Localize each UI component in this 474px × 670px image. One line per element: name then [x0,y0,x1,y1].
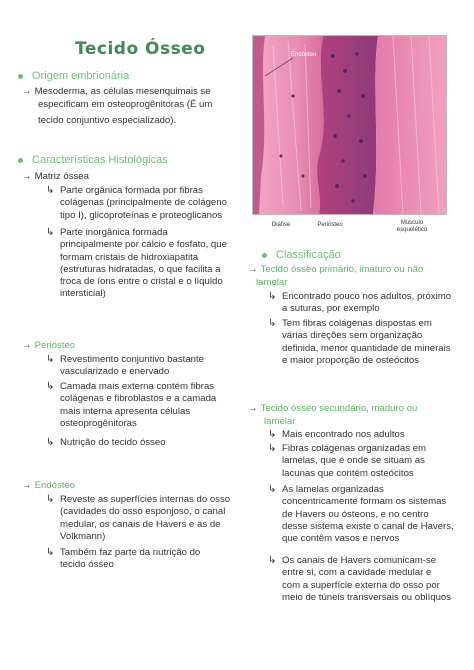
matriz-item-2 [46,227,227,301]
periosteo-label-text: Periósteo [34,340,76,351]
secundario-item-3 [268,484,454,545]
text-line: definida, menor quantidade de minerais [282,342,451,354]
secundario-item-4 [268,555,452,604]
bullet-classificacao [262,249,341,261]
secundario-label-text: Tecido ósseo secundário, maduro ou [260,403,418,414]
secundario-item-1 [268,429,405,441]
hook-arrow-icon: ↳ [46,381,55,392]
hook-arrow-icon: ↳ [46,437,55,448]
text-line: formam cristais de hidroxiapatita [60,251,199,263]
secundario-item-2 [268,443,426,480]
figure-label-endosteo: Endósteo [291,52,317,58]
origem-heading: Origem embrionária [32,70,130,82]
text-line: tecido ósseo [60,559,114,571]
text-line: mais interna apresenta células [60,405,191,417]
periosteo-item-1 [46,354,204,379]
text-line: colágenas (principalmente de colágeno [60,197,227,209]
endosteo-item-2 [46,547,201,572]
hook-arrow-icon: ↳ [268,429,277,440]
periosteo-item-2 [46,381,217,430]
text-line: concentricamente formam os sistemas [282,496,447,508]
classificacao-heading: Classificação [276,249,341,261]
text-line: colágenas e fibroblastos e a camada [60,393,217,405]
text-line: desse sistema existe o canal de Havers, [282,520,454,532]
periosteo-label [22,340,75,352]
figure-label-periosteo: Periósteo [317,222,343,228]
text-line: As lamelas organizadas [282,484,384,495]
endosteo-item-1 [46,494,231,543]
hook-arrow-icon: ↳ [46,354,55,365]
text-line: Tem fibras colágenas dispostas em [282,318,432,329]
text-line: meio de túneis transversais ou oblíquos [282,591,452,603]
hook-arrow-icon: ↳ [46,547,55,558]
text-line: Camada mais externa contém fibras [60,381,215,392]
secundario-label [248,403,417,415]
bullet-origem [18,70,129,82]
figure-label-diafise: Diáfise [271,222,291,228]
primario-item-1 [268,291,452,316]
text-line: com a superfície externa do osso por [282,579,440,591]
matriz-label-text: Matriz óssea [34,171,89,182]
text-line: Mais encontrado nos adultos [282,429,405,440]
primario-item-2 [268,318,451,367]
text-line: Volkmann) [60,530,106,542]
text-line: Os canais de Havers comunicam-se [282,555,437,566]
hook-arrow-icon: ↳ [46,494,55,505]
arrow-icon: → [22,480,32,491]
text-line: Nutrição do tecido ósseo [60,437,166,448]
bullet-dot-icon [18,158,23,163]
text-line: Parte inorgânica formada [60,227,168,238]
text-line: Revestimento conjuntivo bastante [60,354,204,365]
secundario-label-cont: lamelar [264,416,296,427]
endosteo-label [22,480,75,492]
origem-line: especificam em osteoprogênitoras (É um [38,99,213,110]
text-line: intersticial) [60,288,106,300]
hook-arrow-icon: ↳ [46,185,55,196]
periosteo-item-3 [46,437,166,449]
hook-arrow-icon: ↳ [268,443,277,454]
text-line: (cavidades do osso esponjoso, o canal [60,506,226,518]
text-line: Encontrado pouco nos adultos, próximo [282,291,452,302]
arrow-icon: → [22,340,32,351]
matriz-item-1 [46,185,227,222]
origem-line: tecido conjuntivo especializado). [38,115,177,126]
text-line: vascularizado e enervado [60,366,170,378]
hook-arrow-icon: ↳ [46,227,55,238]
text-line: medular, os canais de Havers e as de [60,518,221,530]
origem-line: Mesoderma, as células mesenquimais se [34,86,211,97]
primario-label-cont: lamelar [256,277,288,288]
text-line: Parte orgânica formada por fibras [60,185,203,196]
bullet-dot-icon [18,74,23,79]
text-line: osteoprogênitoras [60,417,137,429]
text-line: várias direções sem organização [282,330,423,342]
arrow-icon: → [248,403,258,414]
page-title: Tecido Ósseo [75,39,206,59]
text-line: Fibras colágenas organizadas em [282,443,426,454]
primario-label-text: Tecido ósseo primário, imaturo ou não [260,264,424,275]
text-line: lacunas que contém osteócitos [282,467,414,479]
text-line: troca de íons entre o cristal e o líquido [60,276,223,288]
text-line: a suturas, por exemplo [282,303,380,315]
arrow-icon: → [22,86,32,97]
primario-label [248,264,423,276]
text-line: lamelas, que é onde se situam as [282,455,425,467]
arrow-icon: → [22,171,32,182]
hook-arrow-icon: ↳ [268,318,277,329]
bullet-caracteristicas [18,154,168,166]
figure-label-musculo: Músculo esquelético [396,220,428,233]
text-line: Reveste as superfícies internas do osso [60,494,231,505]
hook-arrow-icon: ↳ [268,484,277,495]
text-line: Também faz parte da nutrição do [60,547,201,558]
text-line: e maior proporção de osteócitos [282,354,420,366]
histology-image [252,35,447,215]
caracteristicas-heading: Características Histológicas [32,154,168,166]
text-line: (estruturas hidratadas, o que facilita a [60,263,221,275]
text-line: que contêm vasos e nervos [282,533,400,545]
text-line: entre si, com a cavidade medular e [282,567,432,579]
text-line: de Havers ou ósteons, e no centro [282,508,429,520]
histology-micrograph [253,36,446,214]
text-line: tipo I), glicoproteínas e proteoglicanos [60,209,223,221]
hook-arrow-icon: ↳ [268,291,277,302]
endosteo-label-text: Endósteo [34,480,76,491]
origem-text [22,86,211,98]
arrow-icon: → [248,264,258,275]
bullet-dot-icon [262,253,267,258]
matriz-label [22,171,89,183]
hook-arrow-icon: ↳ [268,555,277,566]
text-line: principalmente por cálcio e fosfato, que [60,239,227,251]
